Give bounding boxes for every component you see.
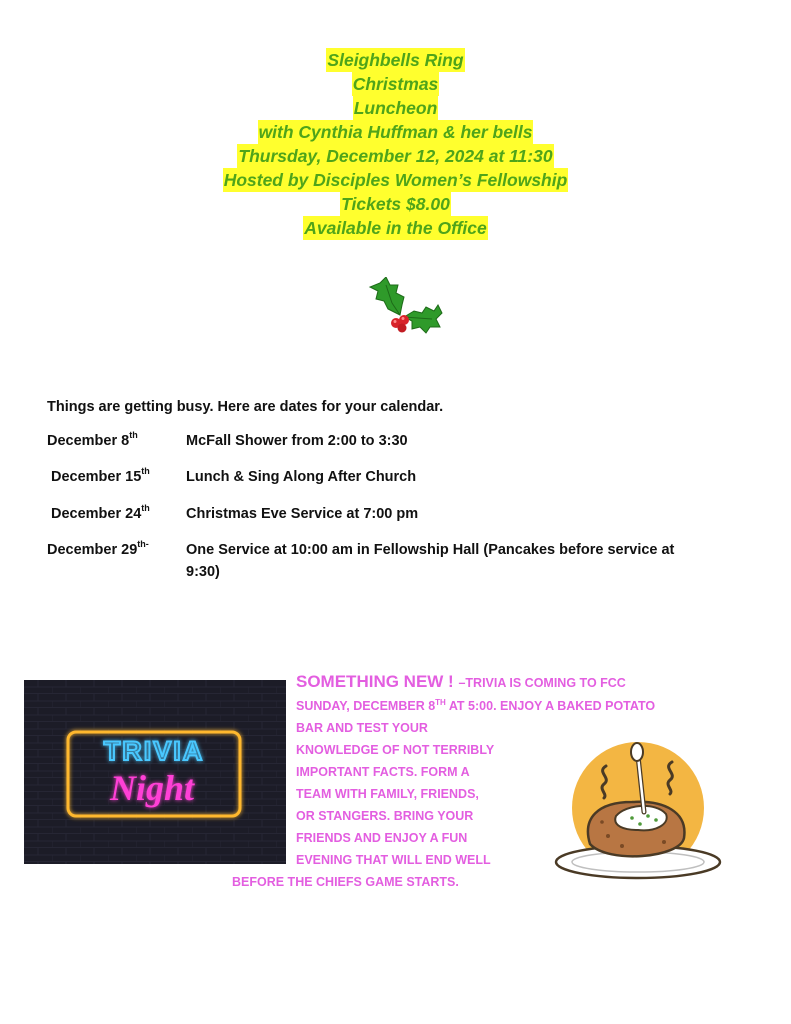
promo-line: SOMETHING NEW ! –TRIVIA IS COMING TO FCC [296, 672, 626, 691]
calendar-section [47, 396, 747, 580]
calendar-date: December 24th [51, 503, 150, 522]
holly-icon [366, 277, 444, 335]
trivia-word: TRIVIA [103, 736, 205, 766]
promo-line: BAR AND TEST YOUR [296, 721, 428, 735]
event-title-line: Christmas [352, 74, 439, 94]
event-title-line: Luncheon [353, 98, 438, 118]
calendar-date: December 8th [47, 430, 138, 449]
promo-line: OR STANGERS. BRING YOUR [296, 809, 474, 823]
trivia-night-image [24, 680, 286, 864]
promo-line: SUNDAY, DECEMBER 8TH AT 5:00. ENJOY A BAKED POTATO [296, 698, 656, 713]
event-tickets-line: Tickets $8.00 [341, 194, 450, 214]
calendar-description: Christmas Eve Service at 7:00 pm [186, 506, 419, 522]
event-title-line: Sleighbells Ring [327, 50, 464, 70]
promo-line: IMPORTANT FACTS. FORM A [296, 765, 470, 779]
promo-line: BEFORE THE CHIEFS GAME STARTS. [232, 875, 459, 889]
calendar-description: McFall Shower from 2:00 to 3:30 [186, 433, 408, 449]
event-availability-line: Available in the Office [304, 218, 487, 238]
event-date-line: Thursday, December 12, 2024 at 11:30 [238, 146, 553, 166]
event-announcement [0, 48, 791, 240]
event-host-line: Hosted by Disciples Women’s Fellowship [223, 170, 568, 190]
promo-line: FRIENDS AND ENJOY A FUN [296, 831, 468, 845]
night-word: Night [109, 768, 195, 808]
calendar-date: December $29^{th-}$ [47, 539, 149, 558]
promo-headline: SOMETHING NEW ! [296, 672, 459, 691]
promo-line: TEAM WITH FAMILY, FRIENDS, [296, 787, 479, 801]
calendar-description: One Service at 10:00 am in Fellowship Hall (Pancakes before service at 9:30) [186, 542, 675, 580]
neon-sign-graphic [24, 680, 286, 864]
promo-line: KNOWLEDGE OF NOT TERRIBLY [296, 743, 495, 757]
calendar-date: December 15th [51, 466, 150, 485]
baked-potato-icon [552, 738, 724, 886]
calendar-description: Lunch & Sing Along After Church [186, 469, 417, 485]
promo-line: EVENING THAT WILL END WELL [296, 853, 491, 867]
calendar-intro: Things are getting busy. Here are dates for your calendar. [47, 399, 444, 415]
event-guest-line: with Cynthia Huffman & her bells [258, 122, 533, 142]
